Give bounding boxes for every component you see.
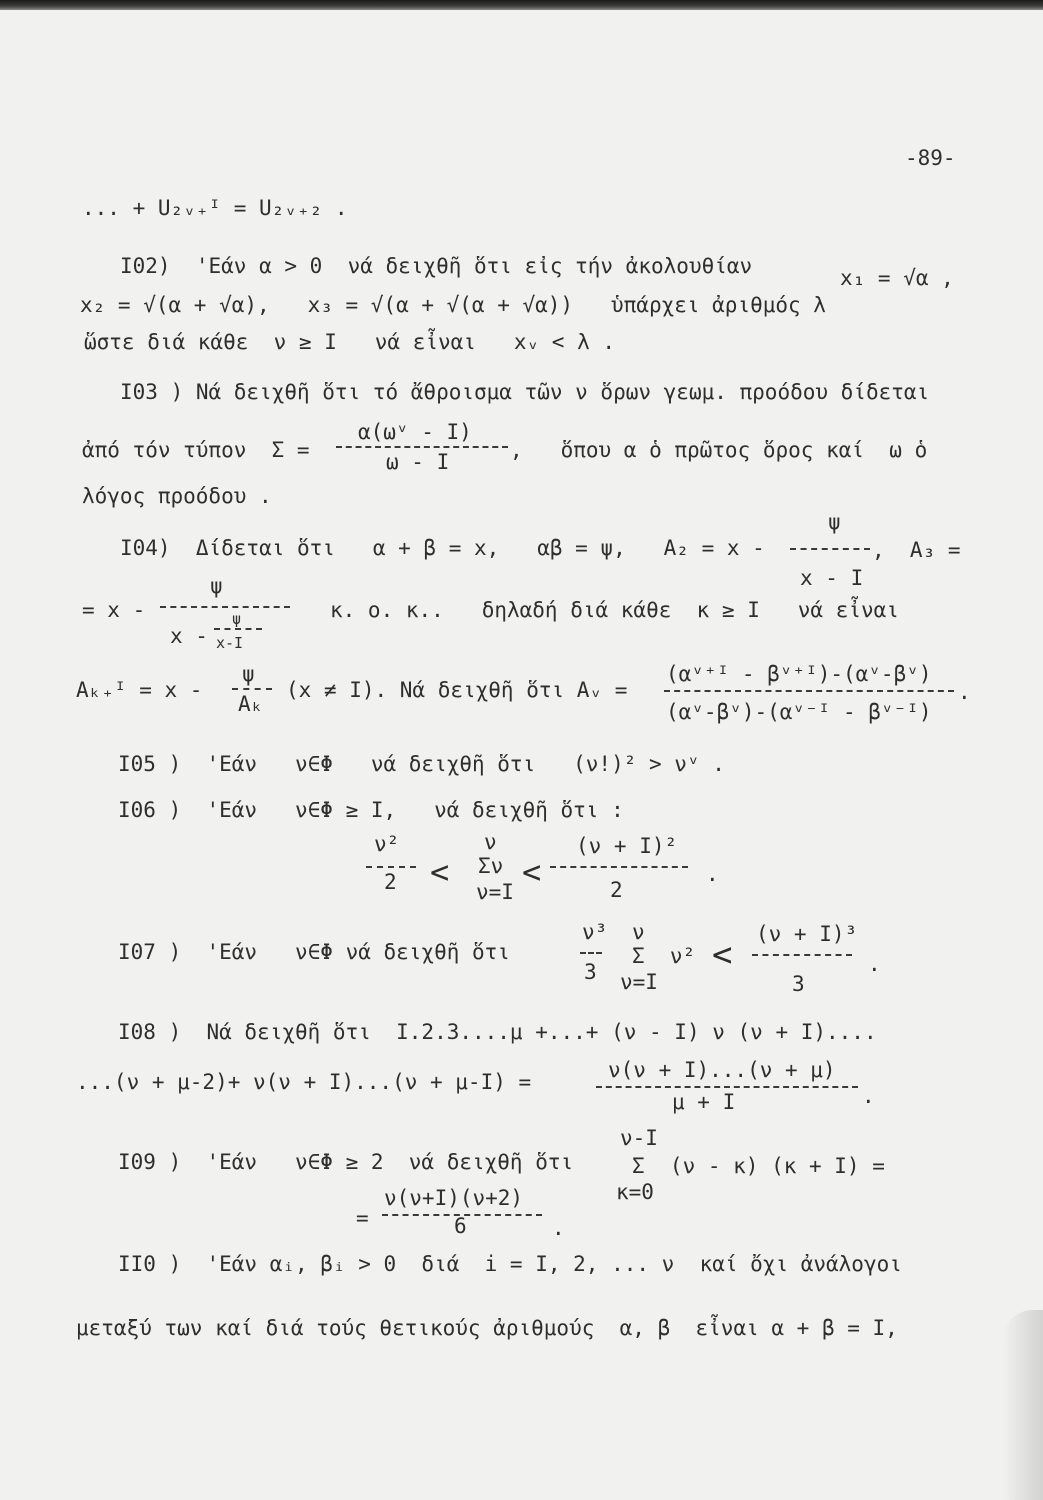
problem-104-a2-numerator: ψ bbox=[828, 510, 841, 534]
problem-104-end-period: . bbox=[958, 680, 971, 704]
problem-107-end-period: . bbox=[868, 952, 881, 976]
problem-107-left-numerator: ν³ bbox=[582, 920, 608, 944]
problem-109-numerator: ν(ν+I)(ν+2) bbox=[384, 1186, 524, 1210]
problem-107-right-numerator: (ν + I)³ bbox=[756, 922, 858, 946]
problem-108-line-2: ...(ν + μ-2)+ ν(ν + I)...(ν + μ-I) = bbox=[76, 1070, 532, 1094]
problem-107-less-than: < bbox=[712, 935, 733, 975]
problem-106-left-numerator: ν² bbox=[374, 832, 400, 856]
problem-106-sum-upper: ν bbox=[484, 830, 497, 854]
problem-107-sum-lower: ν=I bbox=[620, 970, 658, 994]
problem-106-right-fraction-bar bbox=[550, 866, 688, 868]
problem-103-line-3: λόγος προόδου . bbox=[82, 484, 272, 508]
problem-102-line-3: ὥστε διά κάθε ν ≥ I νά εἶναι xᵥ < λ . bbox=[84, 330, 616, 354]
problem-104-inner-fraction-bar bbox=[214, 628, 262, 630]
problem-104-line-2-end: κ. ο. κ.. δηλαδή διά κάθε κ ≥ I νά εἶναι bbox=[330, 598, 899, 622]
problem-108-line-1: I08 ) Νά δειχθῆ ὅτι I.2.3....μ +...+ (ν - I) ν (ν + I).... bbox=[118, 1020, 877, 1044]
problem-109-end-period: . bbox=[552, 1216, 565, 1240]
page-number: -89- bbox=[905, 146, 956, 170]
problem-103-fraction-bar bbox=[336, 446, 508, 448]
problem-102-line-1: I02) 'Εάν α > 0 νά δειχθῆ ὅτι εἰς τήν ἀκολουθίαν bbox=[120, 254, 753, 278]
problem-104-line-1: I04) Δίδεται ὅτι α + β = x, αβ = ψ, A₂ = x - bbox=[120, 536, 765, 560]
problem-107-line-1: I07 ) 'Εάν ν∈Φ νά δειχθῆ ὅτι bbox=[118, 940, 510, 964]
problem-106-line-1: I06 ) 'Εάν ν∈Φ ≥ I, νά δειχθῆ ὅτι : bbox=[118, 798, 624, 822]
problem-109-line-1: I09 ) 'Εάν ν∈Φ ≥ 2 νά δειχθῆ ὅτι bbox=[118, 1150, 574, 1174]
problem-109-sum-lower: κ=0 bbox=[616, 1180, 654, 1204]
problem-107-left-fraction-bar bbox=[580, 952, 602, 954]
problem-110-line-2: μεταξύ των καί διά τούς θετικούς ἀριθμούς α, β εἶναι α + β = I, bbox=[76, 1316, 898, 1340]
problem-108-numerator: ν(ν + I)...(ν + μ) bbox=[608, 1058, 836, 1082]
problem-106-less-than-1: < bbox=[430, 853, 450, 891]
problem-106-left-fraction-bar bbox=[366, 866, 416, 868]
problem-104-continued-denominator: x - bbox=[170, 624, 208, 648]
problem-104-continued-fraction-bar bbox=[160, 606, 290, 608]
problem-103-fraction-denominator: ω - I bbox=[386, 450, 450, 474]
problem-104-recurrence-fraction-bar bbox=[232, 688, 272, 690]
carry-over-line: ... + U₂ᵥ₊ᴵ = U₂ᵥ₊₂ . bbox=[82, 196, 348, 220]
problem-106-sum-lower: ν=I bbox=[476, 880, 514, 904]
problem-109-equals: = bbox=[356, 1206, 369, 1230]
problem-107-sum: Σ ν² bbox=[632, 944, 696, 968]
problem-106-less-than-2: < bbox=[522, 853, 542, 891]
problem-103-line-1: I03 ) Νά δειχθῆ ὅτι τό ἄθροισμα τῶν ν ὅρων γεωμ. προόδου δίδεται bbox=[120, 380, 930, 404]
problem-109-denominator: 6 bbox=[454, 1214, 467, 1238]
problem-104-recurrence-numerator: ψ bbox=[242, 662, 255, 686]
problem-105: I05 ) 'Εάν ν∈Φ νά δειχθῆ ὅτι (ν!)² > νᵛ . bbox=[118, 752, 725, 776]
problem-104-inner-numerator: ψ bbox=[232, 610, 242, 628]
problem-106-end-period: . bbox=[706, 862, 719, 886]
problem-103-line-2a: ἀπό τόν τύπον Σ = bbox=[82, 438, 310, 462]
problem-104-a3-label: , A₃ = bbox=[872, 538, 961, 562]
problem-102-line-2: x₂ = √(α + √α), x₃ = √(α + √(α + √α)) ὑπάρχει ἀριθμός λ bbox=[80, 293, 826, 317]
problem-104-line-3-start: Aₖ₊ᴵ = x - bbox=[76, 678, 203, 702]
problem-109-sum-upper: ν-I bbox=[620, 1126, 658, 1150]
problem-104-inner-denominator: x-I bbox=[216, 634, 244, 652]
problem-107-right-denominator: 3 bbox=[792, 972, 805, 996]
problem-104-recurrence-denominator: Aₖ bbox=[238, 692, 264, 716]
problem-106-right-numerator: (ν + I)² bbox=[576, 834, 678, 858]
problem-104-line-2-start: = x - bbox=[82, 598, 146, 622]
problem-109-sum: Σ (ν - κ) (κ + I) = bbox=[632, 1154, 885, 1178]
problem-108-fraction-bar bbox=[596, 1086, 858, 1088]
problem-103-line-2b: , ὅπου α ὁ πρῶτος ὅρος καί ω ὁ bbox=[510, 438, 928, 462]
problem-104-line-3-mid: (x ≠ I). Νά δειχθῆ ὅτι Aᵥ = bbox=[286, 678, 628, 702]
problem-104-a2-denominator: x - I bbox=[800, 566, 864, 590]
problem-104-a2-fraction-bar bbox=[790, 548, 870, 550]
problem-103-fraction-numerator: α(ωᵛ - I) bbox=[358, 420, 472, 444]
problem-104-big-fraction-bar bbox=[664, 690, 954, 692]
problem-110-line-1: II0 ) 'Εάν αᵢ, βᵢ > 0 διά i = I, 2, ... ν καί ὄχι ἀνάλογοι bbox=[118, 1252, 902, 1276]
page-corner-shadow bbox=[1003, 1310, 1043, 1500]
problem-107-left-denominator: 3 bbox=[584, 960, 597, 984]
problem-102-x1: x₁ = √α , bbox=[840, 266, 954, 290]
problem-107-sum-upper: ν bbox=[632, 920, 645, 944]
problem-104-big-denominator: (αᵛ-βᵛ)-(αᵛ⁻ᴵ - βᵛ⁻ᴵ) bbox=[666, 700, 932, 724]
problem-106-right-denominator: 2 bbox=[610, 878, 623, 902]
problem-104-big-numerator: (αᵛ⁺ᴵ - βᵛ⁺ᴵ)-(αᵛ-βᵛ) bbox=[666, 662, 932, 686]
problem-108-end-period: . bbox=[862, 1084, 875, 1108]
problem-107-right-fraction-bar bbox=[752, 954, 852, 956]
scan-top-edge bbox=[0, 0, 1043, 10]
problem-106-sum: Σν bbox=[478, 854, 504, 878]
problem-106-left-denominator: 2 bbox=[384, 870, 397, 894]
problem-108-denominator: μ + I bbox=[672, 1090, 736, 1114]
problem-104-continued-numerator: ψ bbox=[210, 574, 223, 598]
